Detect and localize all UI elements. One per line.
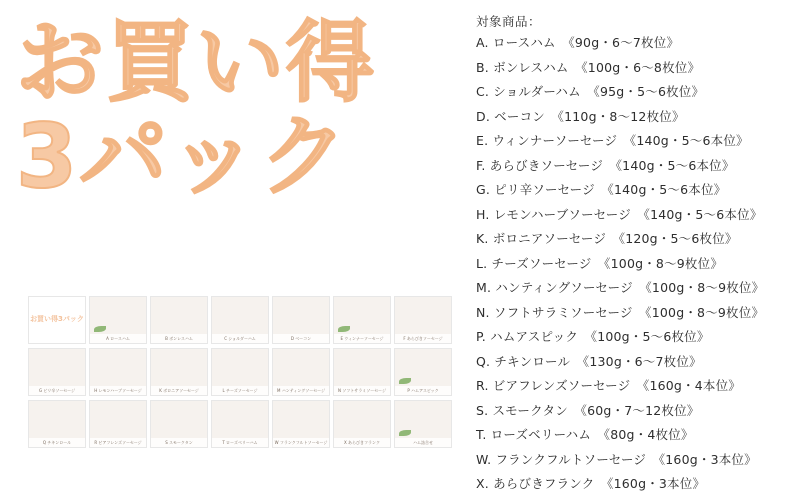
- headline-line-1: お買い得: [16, 11, 377, 114]
- product-thumbnail: [272, 400, 330, 448]
- product-thumbnail: [28, 400, 86, 448]
- list-item: G. ピリ辛ソーセージ 《140g・5〜6本位》: [476, 182, 727, 197]
- list-item: E. ウィンナーソーセージ 《140g・5〜6本位》: [476, 133, 749, 148]
- product-thumbnail: [394, 400, 452, 448]
- list-item: P. ハムアスピック 《100g・5〜6枚位》: [476, 329, 710, 344]
- product-thumbnail: [211, 348, 269, 396]
- product-caption: N ソフトサラミソーセージ: [334, 386, 390, 395]
- list-item: X. あらびきフランク 《160g・3本位》: [476, 476, 706, 491]
- product-caption: M ハンティングソーセージ: [273, 386, 329, 395]
- product-thumbnail: [150, 296, 208, 344]
- product-thumbnail: [272, 348, 330, 396]
- list-item: S. スモークタン 《60g・7〜12枚位》: [476, 402, 700, 418]
- badge-text: [29, 297, 85, 343]
- product-list: [474, 37, 790, 491]
- product-caption: C ショルダーハム: [212, 334, 268, 343]
- list-item: H. レモンハーブソーセージ 《140g・5〜6本位》: [476, 206, 763, 222]
- product-thumbnail: [150, 400, 208, 448]
- list-item: C. ショルダーハム 《95g・5〜6枚位》: [476, 84, 705, 99]
- product-list-panel: [468, 0, 800, 499]
- product-caption: D ベーコン: [273, 334, 329, 343]
- product-thumbnail: [89, 348, 147, 396]
- list-item: M. ハンティングソーセージ 《100g・8〜9枚位》: [476, 280, 765, 295]
- list-item: K. ボロニアソーセージ 《120g・5〜6枚位》: [476, 231, 738, 246]
- badge-line-1: お買い得3パック: [30, 315, 84, 324]
- product-caption: Q チキンロール: [29, 438, 85, 447]
- product-thumbnail: [333, 348, 391, 396]
- promo-headline: [16, 11, 456, 208]
- list-item: Q. チキンロール 《130g・6〜7枚位》: [476, 353, 702, 369]
- list-item: A. ロースハム 《90g・6〜7枚位》: [476, 35, 680, 50]
- product-caption: T ローズベリーハム: [212, 438, 268, 447]
- list-item: N. ソフトサラミソーセージ 《100g・8〜9枚位》: [476, 304, 765, 320]
- product-thumbnail-grid: [28, 296, 458, 448]
- product-caption: ハム詰合せ: [395, 438, 451, 447]
- product-thumbnail: [89, 400, 147, 448]
- product-caption: E ウィンナーソーセージ: [334, 334, 390, 343]
- product-caption: S スモークタン: [151, 438, 207, 447]
- product-caption: A ロースハム: [90, 334, 146, 343]
- list-item: R. ビアフレンズソーセージ 《160g・4本位》: [476, 378, 741, 393]
- list-item: T. ローズベリーハム 《80g・4枚位》: [476, 427, 694, 442]
- list-item: D. ベーコン 《110g・8〜12枚位》: [476, 108, 685, 124]
- product-thumbnail: [211, 296, 269, 344]
- product-caption: P ハムアスピック: [395, 386, 451, 395]
- list-item: L. チーズソーセージ 《100g・8〜9枚位》: [476, 255, 724, 271]
- product-thumbnail: [333, 296, 391, 344]
- product-thumbnail: [333, 400, 391, 448]
- list-item: W. フランクフルトソーセージ 《160g・3本位》: [476, 451, 757, 467]
- product-thumbnail: [394, 296, 452, 344]
- headline-line-2: 3パック: [16, 104, 350, 208]
- product-list-title: 対象商品：: [476, 14, 542, 29]
- product-thumbnail: [150, 348, 208, 396]
- product-caption: L チーズソーセージ: [212, 386, 268, 395]
- product-caption: F あらびきソーセージ: [395, 334, 451, 343]
- list-item: B. ボンレスハム 《100g・6〜8枚位》: [476, 59, 701, 75]
- product-thumbnail: [211, 400, 269, 448]
- product-thumbnail: [394, 348, 452, 396]
- product-thumbnail: [89, 296, 147, 344]
- list-item: F. あらびきソーセージ 《140g・5〜6本位》: [476, 157, 735, 173]
- product-caption: X あらびきフランク: [334, 438, 390, 447]
- product-caption: R ビアフレンズソーセージ: [90, 438, 146, 447]
- product-caption: W フランクフルトソーセージ: [274, 440, 328, 445]
- product-caption: K ボロニアソーセージ: [151, 386, 207, 395]
- promo-badge-thumbnail: [28, 296, 86, 344]
- product-thumbnail: [272, 296, 330, 344]
- product-caption: H レモンハーブソーセージ: [90, 386, 146, 395]
- product-caption: G ピリ辛ソーセージ: [29, 386, 85, 395]
- product-caption: B ボンレスハム: [151, 334, 207, 343]
- product-thumbnail: [28, 348, 86, 396]
